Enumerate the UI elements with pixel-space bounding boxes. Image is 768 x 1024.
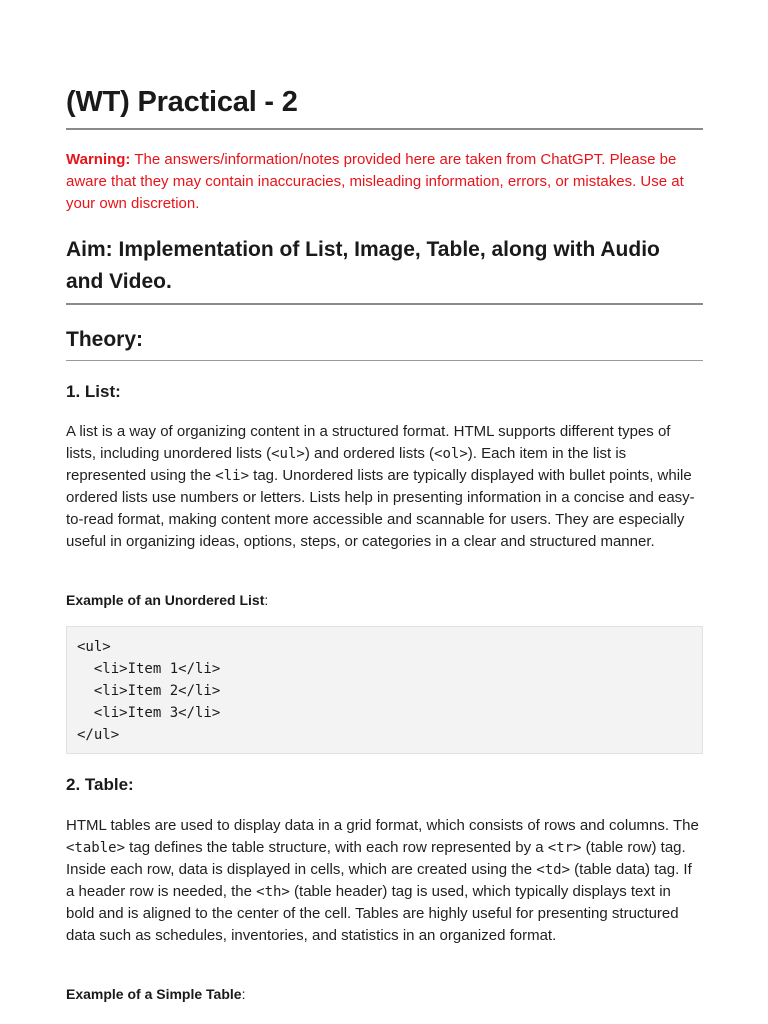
section-heading-table: 2. Table: bbox=[66, 775, 134, 794]
inline-code: <ol> bbox=[434, 446, 468, 462]
theory-divider bbox=[66, 360, 703, 361]
list-example-label: Example of an Unordered List: bbox=[66, 592, 269, 608]
table-example-label: Example of a Simple Table: bbox=[66, 986, 246, 1002]
page-title: (WT) Practical - 2 bbox=[66, 86, 298, 118]
inline-code: <th> bbox=[256, 884, 290, 900]
inline-code: <ul> bbox=[271, 446, 305, 462]
warning-text: The answers/information/notes provided here are taken from ChatGPT. Please be aware that they may contain inaccuracies, misleading information, errors, or mistakes. Use at your own discretion. bbox=[66, 151, 684, 212]
unordered-list-code-block bbox=[66, 626, 703, 754]
inline-code: <table> bbox=[66, 840, 126, 856]
aim-heading: Aim: Implementation of List, Image, Table, along with Audio and Video. bbox=[66, 238, 660, 293]
title-divider bbox=[66, 128, 703, 130]
inline-code: <li> bbox=[215, 468, 249, 484]
table-paragraph: HTML tables are used to display data in a grid format, which consists of rows and columns. The <table> tag defines the table structure, with each row represented by a <tr> (table row) tag. Inside each row, data is displayed in cells, which are created using the <td> (table data) tag. If a header row is needed, the <th> (table header) tag is used, which typically displays text in bold and is aligned to the center of the cell. Tables are highly useful for presenting structured data such as schedules, inventories, and statistics in an organized format. bbox=[66, 817, 699, 944]
inline-code: <td> bbox=[536, 862, 570, 878]
warning-notice bbox=[66, 149, 703, 215]
section-heading-list: 1. List: bbox=[66, 382, 121, 401]
warning-label: Warning: bbox=[66, 151, 131, 168]
inline-code: <tr> bbox=[547, 840, 582, 856]
aim-divider bbox=[66, 303, 703, 305]
list-paragraph: A list is a way of organizing content in a structured format. HTML supports different types of lists, including unordered lists (<ul>) and ordered lists (<ol>). Each item in the list is represented using the <li> tag. Unordered lists are typically displayed with bullet points, while ordered lists use numbers or letters. Lists help in presenting information in a concise and easy-to-read format, making content more accessible and scannable for users. They are especially useful in organizing ideas, options, steps, or categories in a clear and structured manner. bbox=[66, 423, 695, 550]
code-sample: <ul> <li>Item 1</li> <li>Item 2</li> <li>Item 3</li> </ul> bbox=[77, 639, 221, 743]
theory-heading: Theory: bbox=[66, 328, 144, 351]
